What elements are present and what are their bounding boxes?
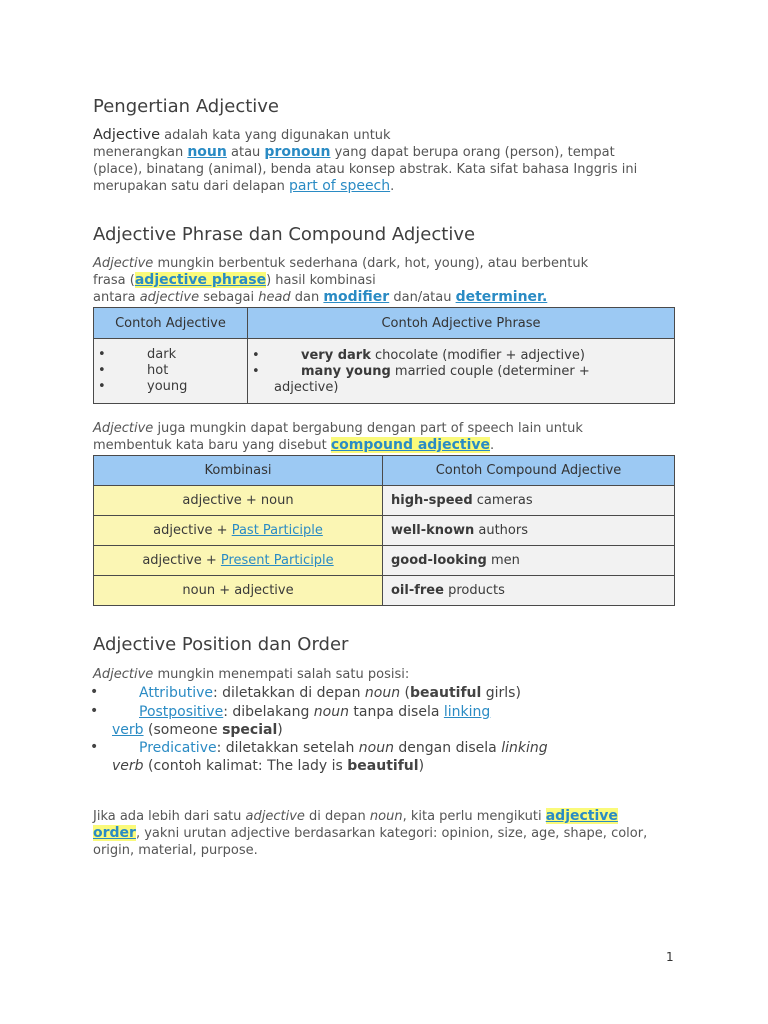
link-modifier[interactable]: modifier <box>323 289 390 305</box>
table-compound-adjective <box>93 455 675 606</box>
table-row: adjective + Present Participle good-looking men <box>94 546 675 576</box>
table1-phrase-cell <box>248 339 675 404</box>
list-item-continuation: adjective) <box>274 380 339 395</box>
paragraph-position-intro: Adjective mungkin menempati salah satu posisi: <box>93 667 410 682</box>
link-present-participle[interactable]: Present Participle <box>220 553 334 568</box>
link-predicative[interactable]: Predicative <box>139 740 217 756</box>
list-item-postpositive: Postpositive: dibelakang noun tanpa disela linking <box>139 704 491 720</box>
paragraph-definition: Adjective adalah kata yang digunakan untuk menerangkan noun atau pronoun yang dapat berupa orang (person), tempat (place), binatang (animal), benda atau konsep abstrak. Kata sifat bahasa Inggris ini merupakan satu dari delapan part of speech. <box>93 127 638 194</box>
table-row: adjective + Past Participle well-known authors <box>94 516 675 546</box>
list-item-predicative-cont: verb (contoh kalimat: The lady is beautiful) <box>112 758 425 774</box>
list-item: • very dark chocolate (modifier + adjective) <box>252 348 585 363</box>
link-determiner[interactable]: determiner. <box>455 289 548 305</box>
paragraph-phrase: Adjective mungkin berbentuk sederhana (dark, hot, young), atau berbentuk frasa (adjective phrase) hasil kombinasi antara adjective sebagai head dan modifier dan/atau determiner. <box>93 256 589 305</box>
link-noun[interactable]: noun <box>187 144 227 160</box>
heading-position-order: Adjective Position dan Order <box>93 634 349 655</box>
link-adjective-phrase[interactable]: adjective phrase <box>134 272 267 288</box>
paragraph-adjective-order: Jika ada lebih dari satu adjective di depan noun, kita perlu mengikuti adjective order, yakni urutan adjective berdasarkan kategori: opinion, size, age, shape, color, origin, material, purpose. <box>93 808 648 858</box>
table2-header-kombinasi: Kombinasi <box>94 456 383 486</box>
link-order[interactable]: order <box>93 825 136 841</box>
link-pronoun[interactable]: pronoun <box>264 144 331 160</box>
link-linking-verb[interactable]: linking <box>443 704 491 720</box>
link-compound-adjective[interactable]: compound adjective <box>330 437 491 453</box>
list-item: • many young married couple (determiner + <box>252 364 590 379</box>
list-item-postpositive-cont: verb (someone special) <box>112 722 283 738</box>
link-past-participle[interactable]: Past Participle <box>231 523 323 538</box>
list-item-attributive: Attributive: diletakkan di depan noun (beautiful girls) <box>139 685 521 701</box>
term-adjective: Adjective <box>93 127 161 143</box>
page-number: 1 <box>666 950 674 964</box>
table-row: noun + adjective oil-free products <box>94 576 675 606</box>
link-postpositive[interactable]: Postpositive <box>139 704 224 720</box>
paragraph-compound: Adjective juga mungkin dapat bergabung dengan part of speech lain untuk membentuk kata baru yang disebut compound adjective. <box>93 421 583 453</box>
bullet-icon: • <box>90 684 99 700</box>
link-adjective-order[interactable]: adjective <box>545 808 618 824</box>
link-attributive[interactable]: Attributive <box>139 685 213 701</box>
list-item-predicative: Predicative: diletakkan setelah noun dengan disela linking <box>139 740 548 756</box>
table1-header-adjective: Contoh Adjective <box>94 308 248 339</box>
heading-adjective-phrase: Adjective Phrase dan Compound Adjective <box>93 224 476 245</box>
table1-adjective-cell <box>94 339 248 404</box>
list-item: • hot <box>98 363 169 378</box>
table-row: adjective + noun high-speed cameras <box>94 486 675 516</box>
link-verb[interactable]: verb <box>112 722 144 738</box>
bullet-icon: • <box>90 703 99 719</box>
list-item: • young <box>98 379 188 394</box>
list-item: • dark <box>98 347 177 362</box>
bullet-icon: • <box>90 739 99 755</box>
link-part-of-speech[interactable]: part of speech <box>289 178 391 194</box>
table1-header-phrase: Contoh Adjective Phrase <box>248 308 675 339</box>
table2-header-contoh: Contoh Compound Adjective <box>383 456 675 486</box>
table-adjective-examples <box>93 307 675 404</box>
heading-pengertian: Pengertian Adjective <box>93 96 279 117</box>
